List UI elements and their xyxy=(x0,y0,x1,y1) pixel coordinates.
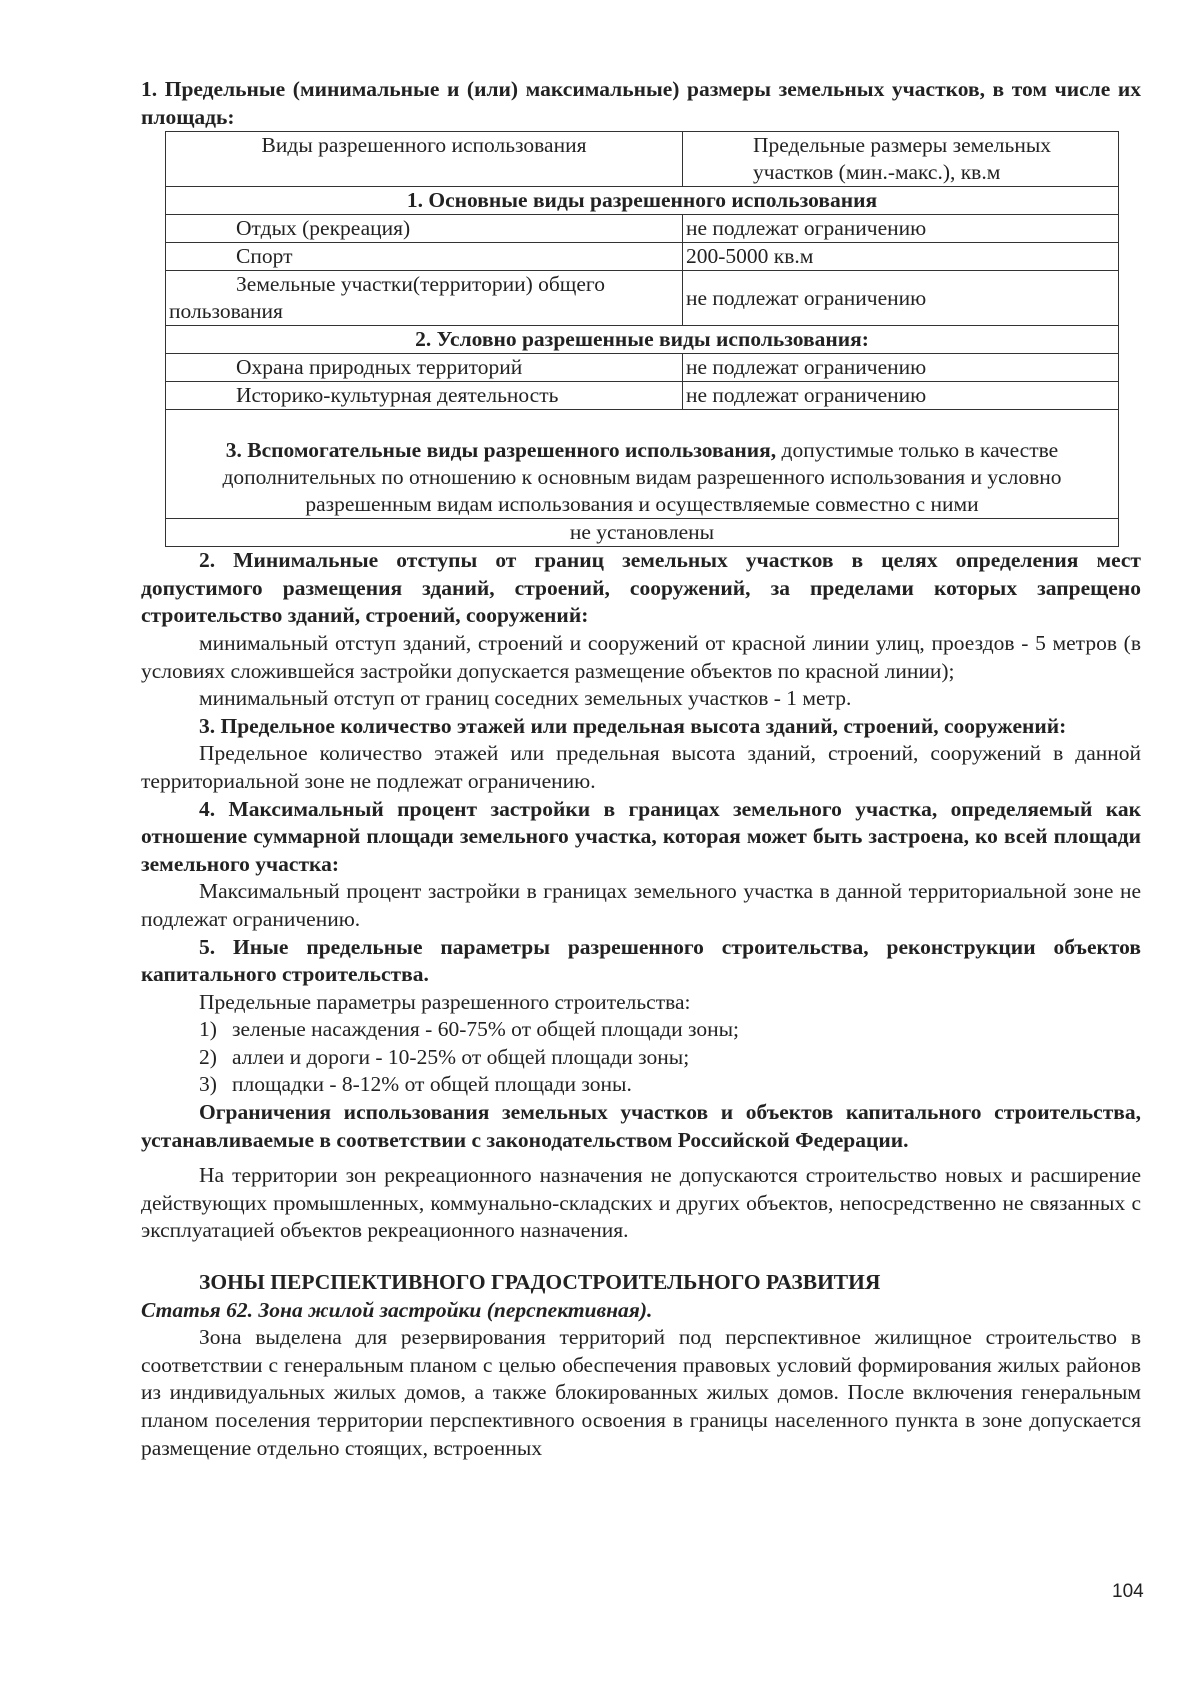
table-row xyxy=(166,382,1119,410)
table-row xyxy=(166,215,1119,243)
list-item xyxy=(141,1044,1141,1072)
section1-title: 1. Предельные (минимальные и (или) максимальные) размеры земельных участков, в том числе их площадь: xyxy=(141,77,1141,129)
restrictions-title: Ограничения использования земельных участков и объектов капитального строительства, устанавливаемые в соответствии с законодательством Российской Федерации. xyxy=(141,1100,1141,1152)
section3-paragraph: Предельное количество этажей или предельная высота зданий, строений, сооружений в данной территориальной зоне не подлежат ограничению. xyxy=(141,741,1141,793)
size-cell: не подлежат ограничению xyxy=(683,354,1119,382)
use-cell: Отдых (рекреация) xyxy=(166,215,683,243)
header-left: Виды разрешенного использования xyxy=(166,132,683,187)
article-title: Статья 62. Зона жилой застройки (перспективная). xyxy=(141,1297,653,1322)
article-paragraph: Зона выделена для резервирования территорий под перспективное жилищное строительство в соответствии с генеральным планом с целью обеспечения правовых условий формирования жилых районов из индивидуальных жилых домов, а также блокированных жилых домов. После включения генеральным планом поселения территории перспективного освоения в границы населенного пункта в зоне допускается размещение отдельно стоящих, встроенных xyxy=(141,1325,1141,1460)
list-item-text: площадки - 8-12% от общей площади зоны. xyxy=(232,1072,632,1097)
section4-paragraph: Максимальный процент застройки в границах земельного участка в данной территориальной зоне не подлежат ограничению. xyxy=(141,879,1141,931)
group3-title-bold: 3. Вспомогательные виды разрешенного использования, xyxy=(225,438,777,463)
table-row xyxy=(166,271,1119,326)
section3-title: 3. Предельное количество этажей или предельная высота зданий, строений, сооружений: xyxy=(199,713,1067,738)
land-use-table xyxy=(165,131,1119,547)
zones-heading: ЗОНЫ ПЕРСПЕКТИВНОГО ГРАДОСТРОИТЕЛЬНОГО РАЗВИТИЯ xyxy=(199,1270,881,1295)
group3-value-row xyxy=(166,519,1119,547)
table-header-row xyxy=(166,132,1119,187)
size-cell: не подлежат ограничению xyxy=(683,271,1119,326)
group1-title-row xyxy=(166,187,1119,215)
size-cell: не подлежат ограничению xyxy=(683,215,1119,243)
list-item-number: 1) xyxy=(199,1017,217,1042)
header-right: Предельные размеры земельных участков (мин.-макс.), кв.м xyxy=(683,132,1119,187)
section2-paragraph-2: минимальный отступ от границ соседних земельных участков - 1 метр. xyxy=(199,686,852,711)
use-cell: Историко-культурная деятельность xyxy=(166,382,683,410)
use-cell: Охрана природных территорий xyxy=(166,354,683,382)
size-cell: 200-5000 кв.м xyxy=(683,243,1119,271)
size-cell: не подлежат ограничению xyxy=(683,382,1119,410)
section5-title: 5. Иные предельные параметры разрешенного строительства, реконструкции объектов капитального строительства. xyxy=(141,934,1141,987)
group3-title-row xyxy=(166,410,1119,519)
table-row xyxy=(166,354,1119,382)
section4-title: 4. Максимальный процент застройки в границах земельного участка, определяемый как отношение суммарной площади земельного участка, которая может быть застроена, ко всей площади земельного участка: xyxy=(141,796,1141,876)
table-row xyxy=(166,243,1119,271)
list-item-number: 3) xyxy=(199,1072,217,1097)
restrictions-paragraph: На территории зон рекреационного назначения не допускаются строительство новых и расширение действующих промышленных, коммунально-складских и других объектов, непосредственно не связанных с эксплуатацией объектов рекреационного назначения. xyxy=(141,1163,1141,1243)
group3-title-rest: допустимые только в качестве дополнительных по отношению к основным видам разрешенного использования и условно разрешенным видам использования и осуществляемые совместно с ними xyxy=(222,438,1062,517)
use-cell: Земельные участки(территории) общего пользования xyxy=(166,271,683,326)
section2-title: 2. Минимальные отступы от границ земельных участков в целях определения мест допустимого размещения зданий, строений, сооружений, за пределами которых запрещено строительство зданий, строений, сооружений: xyxy=(141,548,1141,628)
section5-intro: Предельные параметры разрешенного строительства: xyxy=(199,989,691,1014)
use-cell: Спорт xyxy=(166,243,683,271)
list-item xyxy=(141,1016,1141,1044)
section2-paragraph-1: минимальный отступ зданий, строений и сооружений от красной линии улиц, проездов - 5 метров (в условиях сложившейся застройки допускается размещение объектов по красной линии); xyxy=(141,630,1141,683)
list-item-number: 2) xyxy=(199,1044,217,1069)
list-item-text: зеленые насаждения - 60-75% от общей площади зоны; xyxy=(232,1017,740,1042)
group2-title: 2. Условно разрешенные виды использования: xyxy=(166,326,1119,354)
document-page xyxy=(141,76,1141,1462)
group1-title: 1. Основные виды разрешенного использования xyxy=(166,187,1119,215)
list-item xyxy=(141,1071,1141,1099)
list-item-text: аллеи и дороги - 10-25% от общей площади зоны; xyxy=(232,1044,690,1069)
page-number: 104 xyxy=(1112,1581,1144,1602)
group2-title-row xyxy=(166,326,1119,354)
group3-value: не установлены xyxy=(166,519,1119,547)
group3-title xyxy=(166,410,1119,519)
